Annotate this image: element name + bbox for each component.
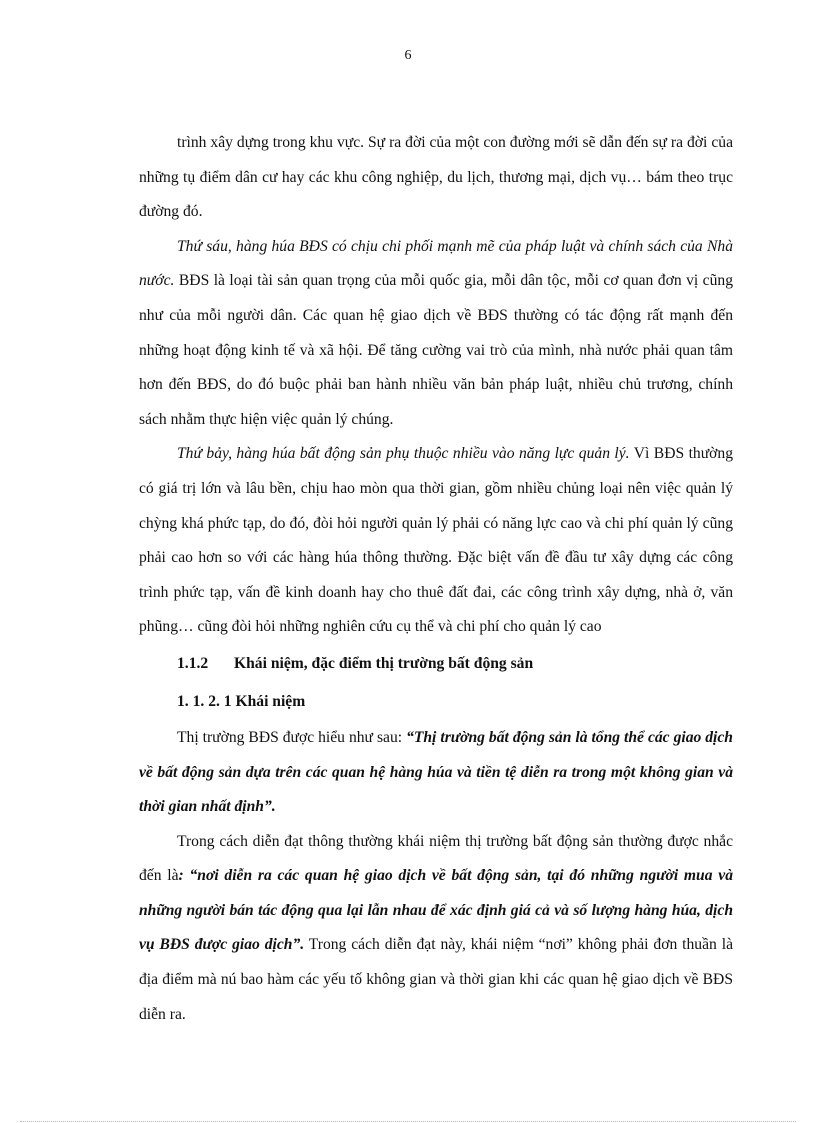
page-number: 6: [404, 48, 412, 63]
subsection-title: 1. 1. 2. 1 Khái niệm: [177, 692, 306, 710]
paragraph-sixth-characteristic: [139, 230, 733, 438]
paragraph-common-definition: [139, 825, 733, 1033]
definition-quote: “Thị trường bất động sản là tổng thể các giao dịch về bất động sản dựa trên các quan hệ hàng húa và tiền tệ diễn ra trong một không gian và thời gian nhất định”.: [139, 728, 733, 816]
section-number: 1.1.2: [177, 654, 209, 672]
page-bottom-divider: [20, 1121, 796, 1122]
paragraph-text: Trong cách diễn đạt thông thường khái niệm thị trường bất động sản thường được nhắc đến là: [139, 832, 733, 885]
paragraph-seventh-characteristic: [139, 437, 733, 645]
paragraph-text: Thị trường BĐS được hiểu như sau:: [177, 728, 407, 746]
paragraph-lead-italic: Thứ bảy, hàng húa bất động sản phụ thuộc nhiều vào năng lực quản lý.: [177, 445, 630, 463]
definition-quote: : “nơi diễn ra các quan hệ giao dịch về bất động sản, tại đó những người mua và những người bán tác động qua lại lẫn nhau để xác định giá cả và số lượng hàng húa, dịch vụ BĐS được giao dịch”.: [139, 867, 733, 954]
section-heading-1-1-2: [139, 645, 733, 683]
paragraph-definition: [139, 721, 733, 825]
paragraph-lead-italic: Thứ sáu, hàng húa BĐS có chịu chi phối mạnh mẽ của pháp luật và chính sách của Nhà nước.: [139, 237, 733, 290]
document-body: [139, 126, 733, 1032]
paragraph-continuation: [139, 126, 733, 230]
paragraph-text: Vì BĐS thường có giá trị lớn và lâu bền, chịu hao mòn qua thời gian, gồm nhiều chủng loại nên việc quản lý chỳng khá phức tạp, do đó, đòi hỏi người quản lý phải có năng lực cao và chi phí quản lý cũng phải cao hơn so với các hàng húa thông thường. Đặc biệt vấn đề đầu tư xây dựng các công trình phức tạp, vấn đề kinh doanh hay cho thuê đất đai, các công trình xây dựng, nhà ở, văn phũng… cũng đòi hỏi những nghiên cứu cụ thể và chi phí cho quản lý cao: [139, 445, 733, 636]
paragraph-text: trình xây dựng trong khu vực. Sự ra đời của một con đường mới sẽ dẫn đến sự ra đời của những tụ điểm dân cư hay các khu công nghiệp, du lịch, thương mại, dịch vụ… bám theo trục đường đó.: [139, 134, 733, 221]
paragraph-text: BĐS là loại tài sản quan trọng của mỗi quốc gia, mỗi dân tộc, mỗi cơ quan đơn vị cũng như của mỗi người dân. Các quan hệ giao dịch về BĐS thường có tác động rất mạnh đến những hoạt động kinh tế và xã hội. Để tăng cường vai trò của mình, nhà nước phải quan tâm hơn đến BĐS, do đó buộc phải ban hành nhiều văn bản pháp luật, nhiều chủ trương, chính sách nhằm thực hiện việc quản lý chúng.: [139, 272, 733, 428]
subsection-heading-concept: [139, 683, 733, 721]
section-title: Khái niệm, đặc điểm thị trường bất động sản: [234, 654, 534, 672]
paragraph-text: Trong cách diễn đạt này, khái niệm “nơi” không phải đơn thuần là địa điểm mà nú bao hàm các yếu tố không gian và thời gian khi các quan hệ giao dịch về BĐS diễn ra.: [139, 936, 733, 1023]
